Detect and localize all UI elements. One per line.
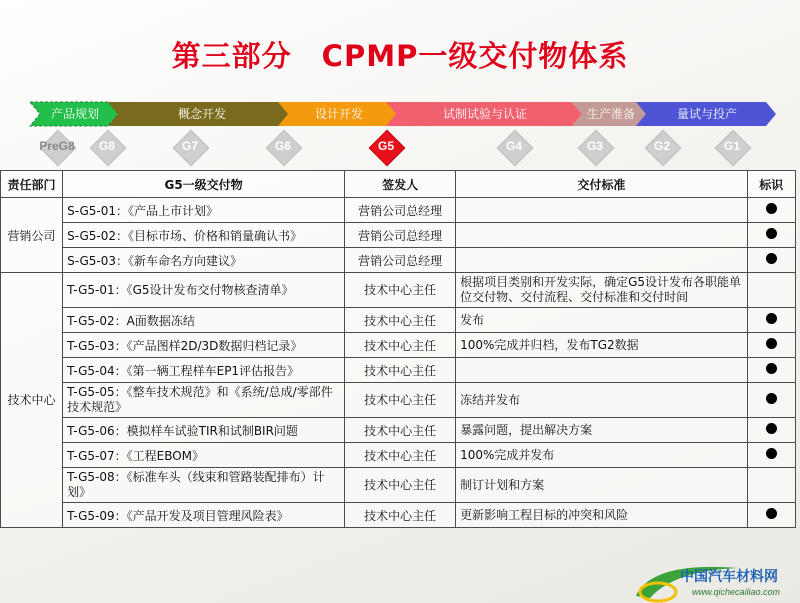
item-cell: S-G5-01：《产品上市计划》 [63,198,345,223]
bullet-dot-icon [766,423,777,434]
item-cell: T-G5-08：《标准车头（线束和管路装配排布）计划》 [63,468,345,503]
flag-cell [747,273,795,308]
signer-cell: 技术中心主任 [345,308,456,333]
signer-cell: 技术中心主任 [345,333,456,358]
standard-cell: 冻结并发布 [456,383,748,418]
gate-label: PreG8 [39,139,75,153]
logo-name: 中国汽车材料网 [680,569,778,585]
table-row [1,358,796,383]
flag-cell [747,383,795,418]
table-row [1,333,796,358]
gate-label: G5 [377,139,394,153]
standard-cell: 更新影响工程目标的冲突和风险 [456,503,748,528]
bullet-dot-icon [766,393,777,404]
standard-cell [456,198,748,223]
item-cell: S-G5-03：《新车命名方向建议》 [63,248,345,273]
gate-label: G1 [723,139,740,153]
gate-label: G7 [181,139,198,153]
flag-cell [747,198,795,223]
table-row [1,273,796,308]
table-row [1,223,796,248]
gate-label: G8 [98,139,115,153]
standard-cell: 暴露问题，提出解决方案 [456,418,748,443]
header-standard: 交付标准 [456,171,748,198]
signer-cell: 技术中心主任 [345,383,456,418]
phase-label: 生产准备 [586,107,635,121]
gate-label: G3 [586,139,603,153]
phase-label: 概念开发 [177,107,226,121]
flag-cell [747,443,795,468]
bullet-dot-icon [766,508,777,519]
header-dept: 责任部门 [1,171,63,198]
flag-cell [747,418,795,443]
bullet-dot-icon [766,313,777,324]
header-item: G5一级交付物 [63,171,345,198]
signer-cell: 技术中心主任 [345,358,456,383]
bullet-dot-icon [766,363,777,374]
item-cell: S-G5-02：《目标市场、价格和销量确认书》 [63,223,345,248]
table-row [1,383,796,418]
header-flag: 标识 [747,171,795,198]
bullet-dot-icon [766,338,777,349]
table-row [1,503,796,528]
phase-label: 设计开发 [314,107,363,121]
standard-cell: 制订计划和方案 [456,468,748,503]
bullet-dot-icon [766,203,777,214]
flag-cell [747,248,795,273]
deliverables-table [0,170,796,528]
flag-cell [747,223,795,248]
item-cell: T-G5-06：模拟样车试验TIR和试制BIR问题 [63,418,345,443]
table-row [1,308,796,333]
item-cell: T-G5-09：《产品开发及项目管理风险表》 [63,503,345,528]
phase-label: 量试与投产 [676,107,737,121]
standard-cell: 发布 [456,308,748,333]
bullet-dot-icon [766,253,777,264]
standard-cell: 100%完成并发布 [456,443,748,468]
bullet-dot-icon [766,448,777,459]
table-row [1,468,796,503]
standard-cell [456,358,748,383]
signer-cell: 技术中心主任 [345,418,456,443]
signer-cell: 技术中心主任 [345,273,456,308]
table-row [1,248,796,273]
signer-cell: 技术中心主任 [345,443,456,468]
slide-title: 第三部分 CPMP一级交付物体系 [171,39,629,73]
signer-cell: 营销公司总经理 [345,223,456,248]
signer-cell: 营销公司总经理 [345,198,456,223]
gate-label: G4 [505,139,522,153]
gate-label: G2 [653,139,670,153]
item-cell: T-G5-01：《G5设计发布交付物核查清单》 [63,273,345,308]
flag-cell [747,358,795,383]
flag-cell [747,308,795,333]
standard-cell: 根据项目类别和开发实际，确定G5设计发布各职能单位交付物、交付流程、交付标准和交付时间 [456,273,748,308]
header-signer: 签发人 [345,171,456,198]
standard-cell [456,223,748,248]
item-cell: T-G5-05：《整车技术规范》和《系统/总成/零部件技术规范》 [63,383,345,418]
gate-label: G6 [274,139,291,153]
phase-label: 产品规划 [50,107,99,121]
table-row [1,443,796,468]
item-cell: T-G5-04：《第一辆工程样车EP1评估报告》 [63,358,345,383]
item-cell: T-G5-02：A面数据冻结 [63,308,345,333]
item-cell: T-G5-07：《工程EBOM》 [63,443,345,468]
table-row [1,198,796,223]
item-cell: T-G5-03：《产品图样2D/3D数据归档记录》 [63,333,345,358]
standard-cell [456,248,748,273]
dept-cell: 技术中心 [1,273,63,528]
flag-cell [747,503,795,528]
dept-cell: 营销公司 [1,198,63,273]
logo-url: www.qichecailiao.com [692,587,781,597]
bullet-dot-icon [766,228,777,239]
phase-label: 试制试验与认证 [442,107,527,121]
table-header-row [1,171,796,198]
standard-cell: 100%完成并归档，发布TG2数据 [456,333,748,358]
flag-cell [747,333,795,358]
signer-cell: 技术中心主任 [345,468,456,503]
flag-cell [747,468,795,503]
table-row [1,418,796,443]
signer-cell: 营销公司总经理 [345,248,456,273]
signer-cell: 技术中心主任 [345,503,456,528]
